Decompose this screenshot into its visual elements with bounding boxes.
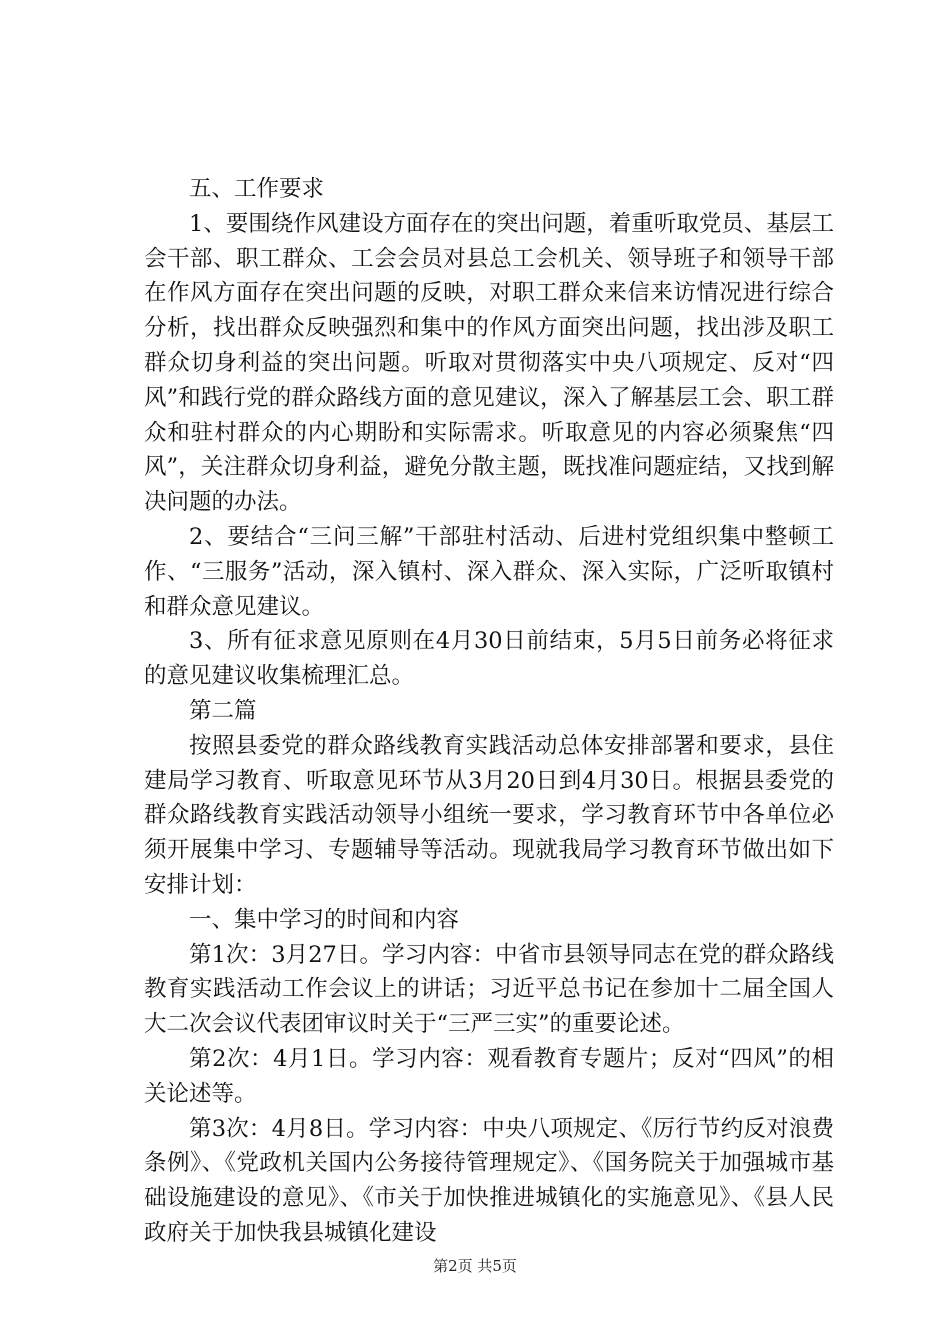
paragraph: 第2次：4月1日。学习内容：观看教育专题片；反对“四风”的相关论述等。 xyxy=(144,1045,834,1107)
paragraph: 第1次：3月27日。学习内容：中省市县领导同志在党的群众路线教育实践活动工作会议上的讲话；习近平总书记在参加十二届全国人大二次会议代表团审议时关于“三严三实”的重要论述。 xyxy=(144,941,834,1038)
paragraph: 按照县委党的群众路线教育实践活动总体安排部署和要求，县住建局学习教育、听取意见环节从3月20日到4月30日。根据县委党的群众路线教育实践活动领导小组统一要求，学习教育环节中各单位必须开展集中学习、专题辅导等活动。现就我局学习教育环节做出如下安排计划： xyxy=(144,732,834,898)
paragraph: 3、所有征求意见原则在4月30日前结束，5月5日前务必将征求的意见建议收集梳理汇总。 xyxy=(144,628,834,690)
paragraph: 2、要结合“三问三解”干部驻村活动、后进村党组织集中整顿工作、“三服务”活动，深入镇村、深入群众、深入实际，广泛听取镇村和群众意见建议。 xyxy=(144,523,834,620)
paragraph: 1、要围绕作风建设方面存在的突出问题，着重听取党员、基层工会干部、职工群众、工会会员对县总工会机关、领导班子和领导干部在作风方面存在突出问题的反映，对职工群众来信来访情况进行综合分析，找出群众反映强烈和集中的作风方面突出问题，找出涉及职工群众切身利益的突出问题。听取对贯彻落实中央八项规定、反对“四风”和践行党的群众路线方面的意见建议，深入了解基层工会、职工群众和驻村群众的内心期盼和实际需求。听取意见的内容必须聚焦“四风”，关注群众切身利益，避免分散主题，既找准问题症结，又找到解决问题的办法。 xyxy=(144,210,834,516)
section-heading: 五、工作要求 xyxy=(189,176,325,202)
page-number-footer: 第2页 共5页 xyxy=(433,1257,517,1275)
paragraph: 第3次：4月8日。学习内容：中央八项规定、《厉行节约反对浪费条例》、《党政机关国内公务接待管理规定》、《国务院关于加强城市基础设施建设的意见》、《市关于加快推进城镇化的实施意见》、《县人民政府关于加快我县城镇化建设 xyxy=(144,1115,834,1246)
part-heading: 第二篇 xyxy=(189,697,257,724)
document-body xyxy=(144,172,834,1251)
section-heading: 一、集中学习的时间和内容 xyxy=(189,906,460,933)
